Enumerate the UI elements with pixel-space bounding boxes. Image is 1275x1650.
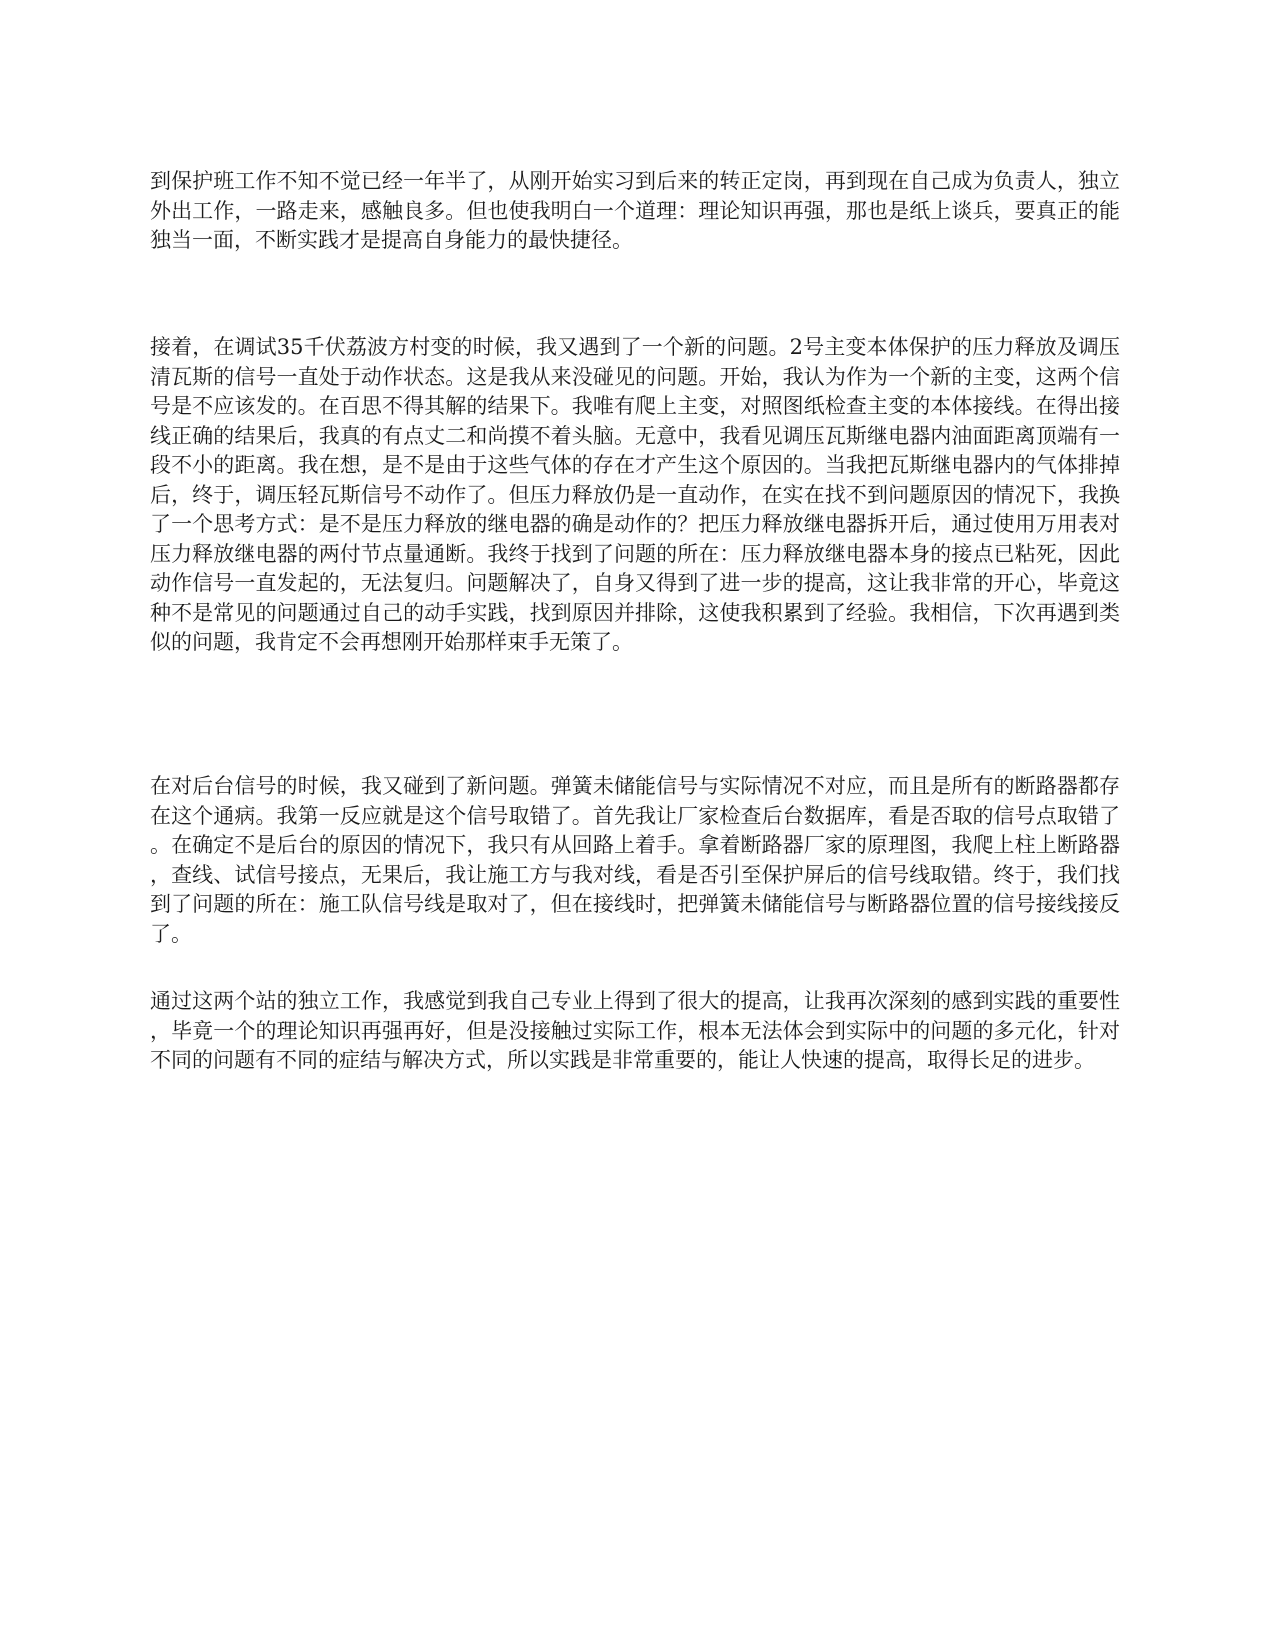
paragraph-conclusion: 通过这两个站的独立工作，我感觉到我自己专业上得到了很大的提高，让我再次深刻的感到实践的重要性，毕竟一个的理论知识再强再好，但是没接触过实际工作，根本无法体会到实际中的问题的多元化，针对不同的问题有不同的症结与解决方式，所以实践是非常重要的，能让人快速的提高，取得长足的进步。 — [150, 989, 1120, 1072]
paragraph-signal-issue: 在对后台信号的时候，我又碰到了新问题。弹簧未储能信号与实际情况不对应，而且是所有的断路器都存在这个通病。我第一反应就是这个信号取错了。首先我让厂家检查后台数据库，看是否取的信号点取错了。在确定不是后台的原因的情况下，我只有从回路上着手。拿着断路器厂家的原理图，我爬上柱上断路器，查线、试信号接点，无果后，我让施工方与我对线，看是否引至保护屏后的信号线取错。终于，我们找到了问题的所在：施工队信号线是取对了，但在接线时，把弹簧未储能信号与断路器位置的信号接线接反了。 — [150, 774, 1120, 946]
paragraph-transformer-issue: 接着，在调试35千伏荔波方村变的时候，我又遇到了一个新的问题。2号主变本体保护的压力释放及调压清瓦斯的信号一直处于动作状态。这是我从来没碰见的问题。开始，我认为作为一个新的主变，这两个信号是不应该发的。在百思不得其解的结果下。我唯有爬上主变，对照图纸检查主变的本体接线。在得出接线正确的结果后，我真的有点丈二和尚摸不着头脑。无意中，我看见调压瓦斯继电器内油面距离顶端有一段不小的距离。我在想，是不是由于这些气体的存在才产生这个原因的。当我把瓦斯继电器内的气体排掉后，终于，调压轻瓦斯信号不动作了。但压力释放仍是一直动作，在实在找不到问题原因的情况下，我换了一个思考方式：是不是压力释放的继电器的确是动作的？把压力释放继电器拆开后，通过使用万用表对压力释放继电器的两付节点量通断。我终于找到了问题的所在：压力释放继电器本身的接点已粘死，因此动作信号一直发起的，无法复归。问题解决了，自身又得到了进一步的提高，这让我非常的开心，毕竟这种不是常见的问题通过自己的动手实践，找到原因并排除，这使我积累到了经验。我相信，下次再遇到类似的问题，我肯定不会再想刚开始那样束手无策了。 — [150, 335, 1120, 654]
paragraph-intro: 到保护班工作不知不觉已经一年半了，从刚开始实习到后来的转正定岗，再到现在自己成为负责人，独立外出工作，一路走来，感触良多。但也使我明白一个道理：理论知识再强，那也是纸上谈兵，要真正的能独当一面，不断实践才是提高自身能力的最快捷径。 — [150, 169, 1120, 252]
